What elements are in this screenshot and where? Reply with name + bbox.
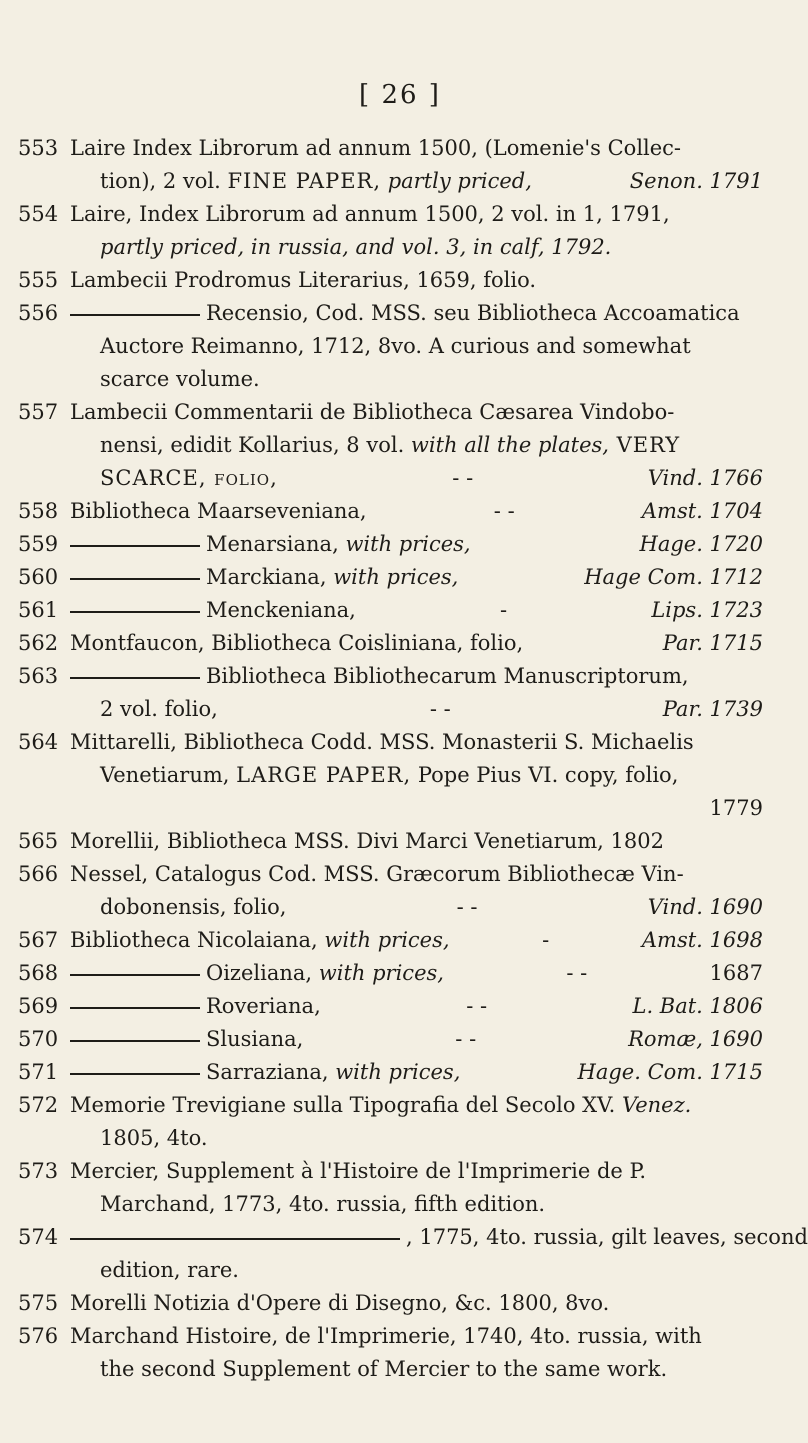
entry-text: the second Supplement of Mercier to the same work. bbox=[100, 1357, 668, 1381]
entry-text: Mittarelli, Bibliotheca Codd. MSS. Monasterii S. Michaelis bbox=[70, 730, 694, 754]
entry-562 bbox=[0, 627, 800, 660]
entry-text: - - bbox=[493, 499, 515, 523]
entry-number: 576 bbox=[18, 1324, 59, 1348]
entry-imprint: Vind. 1766 bbox=[647, 466, 763, 490]
entry-text: 2 vol. folio, bbox=[100, 697, 218, 721]
entry-number: 566 bbox=[18, 862, 59, 886]
entry-569 bbox=[0, 990, 800, 1023]
entry-number: 571 bbox=[18, 1060, 59, 1084]
entry-imprint: Romæ, 1690 bbox=[628, 1027, 763, 1051]
entry-number: 553 bbox=[18, 136, 59, 160]
entry-text: LARGE PAPER, bbox=[236, 763, 412, 787]
entry-number: 569 bbox=[18, 994, 59, 1018]
entry-text: Lambecii Prodromus Literarius, 1659, folio. bbox=[70, 268, 537, 292]
ditto-rule bbox=[70, 974, 200, 976]
entry-number: 564 bbox=[18, 730, 59, 754]
entry-text: scarce volume. bbox=[100, 367, 260, 391]
entry-imprint: Par. 1739 bbox=[662, 697, 763, 721]
entry-imprint: Hage. Com. 1715 bbox=[577, 1060, 763, 1084]
entry-text: SCARCE, folio, bbox=[100, 466, 278, 490]
entry-text: - bbox=[542, 928, 550, 952]
ditto-rule bbox=[70, 578, 200, 580]
entry-text: Slusiana, bbox=[206, 1027, 304, 1051]
entry-575 bbox=[0, 1287, 800, 1320]
entry-number: 574 bbox=[18, 1225, 59, 1249]
entry-text: edition, rare. bbox=[100, 1258, 239, 1282]
entry-text: Venetiarum, bbox=[100, 763, 237, 787]
page-number: [ 26 ] bbox=[359, 80, 441, 110]
entry-564 bbox=[0, 726, 800, 825]
entry-text: partly priced, in russia, and vol. 3, in calf, 1792. bbox=[100, 235, 612, 259]
entry-568 bbox=[0, 957, 800, 990]
ditto-rule bbox=[70, 545, 200, 547]
entry-text: Recensio, Cod. MSS. seu Bibliotheca Accoamatica bbox=[206, 301, 740, 325]
entry-imprint: 1779 bbox=[709, 796, 763, 820]
entry-text: Bibliotheca Nicolaiana, bbox=[70, 928, 325, 952]
entry-imprint: L. Bat. 1806 bbox=[632, 994, 763, 1018]
entry-number: 561 bbox=[18, 598, 59, 622]
entry-text: Morellii, Bibliotheca MSS. Divi Marci Venetiarum, 1802 bbox=[70, 829, 664, 853]
entry-text: Pope Pius VI. copy, folio, bbox=[411, 763, 679, 787]
entry-imprint: 1687 bbox=[709, 961, 763, 985]
entry-imprint: Senon. 1791 bbox=[629, 169, 763, 193]
entry-text: FINE PAPER, bbox=[227, 169, 382, 193]
ditto-rule bbox=[70, 1007, 200, 1009]
entry-text: Bibliotheca Maarseveniana, bbox=[70, 499, 367, 523]
catalogue-entries bbox=[0, 132, 808, 1386]
entry-number: 558 bbox=[18, 499, 59, 523]
entry-text: Roveriana, bbox=[206, 994, 321, 1018]
entry-text: Marckiana, bbox=[206, 565, 334, 589]
entry-text: Marchand Histoire, de l'Imprimerie, 1740, 4to. russia, with bbox=[70, 1324, 702, 1348]
entry-576 bbox=[0, 1320, 800, 1386]
entry-number: 563 bbox=[18, 664, 59, 688]
entry-number: 554 bbox=[18, 202, 59, 226]
entry-text: Menckeniana, bbox=[206, 598, 356, 622]
entry-number: 560 bbox=[18, 565, 59, 589]
ditto-rule bbox=[70, 677, 200, 679]
entry-563 bbox=[0, 660, 800, 726]
entry-560 bbox=[0, 561, 800, 594]
entry-text: Oizeliana, bbox=[206, 961, 319, 985]
entry-number: 573 bbox=[18, 1159, 59, 1183]
entry-text: Sarraziana, bbox=[206, 1060, 336, 1084]
entry-number: 565 bbox=[18, 829, 59, 853]
entry-556 bbox=[0, 297, 800, 396]
entry-number: 572 bbox=[18, 1093, 59, 1117]
entry-text: Lambecii Commentarii de Bibliotheca Cæsarea Vindobo- bbox=[70, 400, 675, 424]
entry-imprint: Venez. bbox=[621, 1093, 692, 1117]
entry-number: 557 bbox=[18, 400, 59, 424]
entry-text: - - bbox=[429, 697, 451, 721]
entry-565 bbox=[0, 825, 800, 858]
entry-text: with prices, bbox=[318, 961, 444, 985]
entry-566 bbox=[0, 858, 800, 924]
entry-561 bbox=[0, 594, 800, 627]
entry-573 bbox=[0, 1155, 800, 1221]
entry-553 bbox=[0, 132, 800, 198]
entry-text: - - bbox=[466, 994, 488, 1018]
entry-567 bbox=[0, 924, 800, 957]
entry-text: Laire, Index Librorum ad annum 1500, 2 vol. in 1, 1791, bbox=[70, 202, 670, 226]
entry-number: 556 bbox=[18, 301, 59, 325]
ditto-rule bbox=[70, 1040, 200, 1042]
entry-text: VERY bbox=[608, 433, 681, 457]
entry-559 bbox=[0, 528, 800, 561]
entry-text: with prices, bbox=[335, 1060, 461, 1084]
entry-text: Marchand, 1773, 4to. russia, fifth edition. bbox=[100, 1192, 546, 1216]
entry-555 bbox=[0, 264, 800, 297]
entry-text: Nessel, Catalogus Cod. MSS. Græcorum Bibliothecæ Vin- bbox=[70, 862, 684, 886]
entry-imprint: Vind. 1690 bbox=[647, 895, 763, 919]
entry-570 bbox=[0, 1023, 800, 1056]
entry-text: Auctore Reimanno, 1712, 8vo. A curious and somewhat bbox=[100, 334, 691, 358]
entry-text: dobonensis, folio, bbox=[100, 895, 287, 919]
entry-text: tion), 2 vol. bbox=[100, 169, 228, 193]
entry-text: Bibliotheca Bibliothecarum Manuscriptorum, bbox=[206, 664, 689, 688]
ditto-rule bbox=[70, 1238, 400, 1240]
entry-text: - bbox=[500, 598, 508, 622]
entry-571 bbox=[0, 1056, 800, 1089]
entry-text: with prices, bbox=[333, 565, 459, 589]
ditto-rule bbox=[70, 1073, 200, 1075]
entry-imprint: Hage Com. 1712 bbox=[584, 565, 763, 589]
entry-number: 555 bbox=[18, 268, 59, 292]
entry-text: Montfaucon, Bibliotheca Coisliniana, folio, bbox=[70, 631, 524, 655]
entry-text: partly priced, bbox=[381, 169, 532, 193]
entry-number: 575 bbox=[18, 1291, 59, 1315]
entry-text: - - bbox=[455, 1027, 477, 1051]
entry-text: Memorie Trevigiane sulla Tipografia del Secolo XV. bbox=[70, 1093, 622, 1117]
entry-text: - - bbox=[456, 895, 478, 919]
entry-imprint: Par. 1715 bbox=[662, 631, 763, 655]
entry-text: , 1775, 4to. russia, gilt leaves, second bbox=[406, 1225, 808, 1249]
entry-text: nensi, edidit Kollarius, 8 vol. bbox=[100, 433, 411, 457]
entry-557 bbox=[0, 396, 800, 495]
entry-number: 559 bbox=[18, 532, 59, 556]
entry-text: Mercier, Supplement à l'Histoire de l'Imprimerie de P. bbox=[70, 1159, 647, 1183]
entry-number: 562 bbox=[18, 631, 59, 655]
entry-imprint: Lips. 1723 bbox=[651, 598, 763, 622]
entry-imprint: Amst. 1704 bbox=[641, 499, 763, 523]
entry-554 bbox=[0, 198, 800, 264]
entry-text: with prices, bbox=[345, 532, 471, 556]
entry-572 bbox=[0, 1089, 800, 1155]
entry-imprint: Hage. 1720 bbox=[639, 532, 763, 556]
entry-number: 570 bbox=[18, 1027, 59, 1051]
entry-text: 1805, 4to. bbox=[100, 1126, 208, 1150]
entry-number: 567 bbox=[18, 928, 59, 952]
entry-text: with prices, bbox=[324, 928, 450, 952]
entry-text: Menarsiana, bbox=[206, 532, 346, 556]
entry-text: Morelli Notizia d'Opere di Disegno, &c. 1800, 8vo. bbox=[70, 1291, 610, 1315]
entry-number: 568 bbox=[18, 961, 59, 985]
entry-text: with all the plates, bbox=[410, 433, 609, 457]
entry-text: Laire Index Librorum ad annum 1500, (Lomenie's Collec- bbox=[70, 136, 682, 160]
ditto-rule bbox=[70, 314, 200, 316]
ditto-rule bbox=[70, 611, 200, 613]
entry-558 bbox=[0, 495, 800, 528]
entry-imprint: Amst. 1698 bbox=[641, 928, 763, 952]
entry-text: - - bbox=[452, 466, 474, 490]
entry-574 bbox=[0, 1221, 808, 1287]
entry-text: - - bbox=[566, 961, 588, 985]
